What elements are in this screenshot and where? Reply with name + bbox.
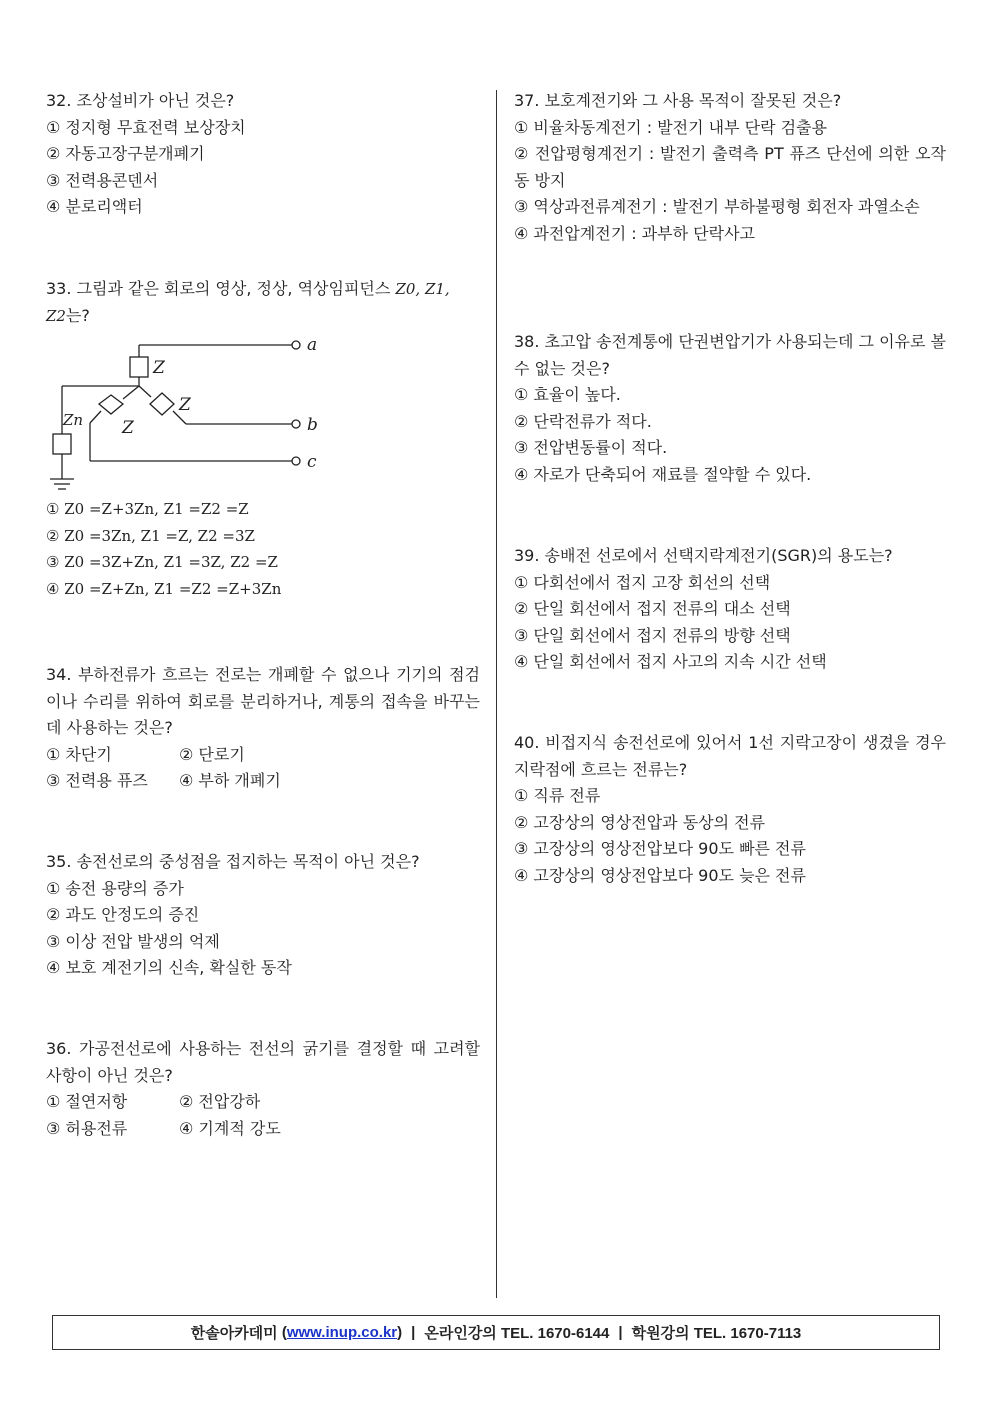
question-stem: 34. 부하전류가 흐르는 전로는 개폐할 수 없으나 기기의 점검이나 수리를 위하여 회로를 분리하거나, 계통의 접속을 바꾸는데 사용하는 것은?: [46, 665, 480, 738]
question-34: [46, 662, 480, 795]
option-2: ② Z0 =3Zn, Z1 =Z, Z2 =3Z: [46, 526, 255, 545]
column-divider: [496, 90, 497, 1298]
option-3: ③ Z0 =3Z+Zn, Z1 =3Z, Z2 =Z: [46, 553, 278, 572]
option-4: ④ 보호 계전기의 신속, 확실한 동작: [46, 958, 292, 978]
option-1: ① 송전 용량의 증가: [46, 878, 184, 898]
option-2: ② 단일 회선에서 접지 전류의 대소 선택: [514, 599, 791, 619]
option-3: ③ 이상 전압 발생의 억제: [46, 931, 220, 951]
question-37: [514, 88, 946, 248]
online-phone: 온라인강의 TEL. 1670-6144: [424, 1325, 610, 1342]
option-2: ② 전압평형계전기 : 발전기 출력측 PT 퓨즈 단선에 의한 오작동 방지: [514, 144, 946, 190]
stem-variable-z2: Z2: [46, 306, 66, 325]
impedance-zn-label: Zn: [63, 411, 84, 430]
impedance-z-label: Z: [179, 395, 191, 416]
question-stem: 36. 가공전선로에 사용하는 전선의 굵기를 결정할 때 고려할 사항이 아닌 것은?: [46, 1039, 480, 1085]
option-4: ④ Z0 =Z+Zn, Z1 =Z2 =Z+3Zn: [46, 579, 282, 598]
option-row: [46, 1116, 480, 1143]
question-stem: 38. 초고압 송전계통에 단권변압기가 사용되는데 그 이유로 볼 수 없는 것은?: [514, 332, 946, 378]
website-link[interactable]: www.inup.co.kr: [286, 1324, 398, 1341]
option-3: ③ 전압변동률이 적다.: [514, 438, 668, 458]
question-36: [46, 1036, 480, 1142]
option-2: ② 과도 안정도의 증진: [46, 905, 200, 925]
option-4: ④ 과전압계전기 : 과부하 단락사고: [514, 223, 756, 243]
question-39: [514, 543, 946, 676]
question-stem: 37. 보호계전기와 그 사용 목적이 잘못된 것은?: [514, 91, 842, 110]
impedance-z-label: Z: [153, 358, 165, 379]
question-stem: 40. 비접지식 송전선로에 있어서 1선 지락고장이 생겼을 경우 지락점에 흐르는 전류는?: [514, 733, 946, 779]
terminal-a-label: a: [307, 335, 318, 356]
option-1: ① 절연저항: [46, 1092, 128, 1112]
option-row: [46, 1089, 480, 1116]
option-3: ③ 전력용 퓨즈: [46, 771, 148, 791]
separator: |: [618, 1324, 623, 1341]
question-stem: 32. 조상설비가 아닌 것은?: [46, 91, 235, 110]
option-3: ③ 단일 회선에서 접지 전류의 방향 선택: [514, 625, 791, 645]
option-3: ③ 전력용콘덴서: [46, 170, 159, 190]
terminal-c-label: c: [307, 452, 317, 473]
option-1: ① 차단기: [46, 744, 112, 764]
question-stem: 39. 송배전 선로에서 선택지락계전기(SGR)의 용도는?: [514, 546, 893, 565]
question-33: [46, 276, 480, 603]
option-1: ① 다회선에서 접지 고장 회선의 선택: [514, 572, 771, 592]
option-1: ① 정지형 무효전력 보상장치: [46, 117, 246, 137]
footer-bar: [52, 1315, 940, 1350]
option-row: [46, 768, 480, 795]
terminal-b-label: b: [307, 415, 318, 436]
option-4: ④ 기계적 강도: [179, 1118, 281, 1138]
option-4: ④ 고장상의 영상전압보다 90도 늦은 전류: [514, 865, 806, 885]
option-1: ① 비율차동계전기 : 발전기 내부 단락 검출용: [514, 117, 828, 137]
academy-name: 한솔아카데미: [190, 1325, 278, 1342]
question-32: [46, 88, 480, 221]
question-38: [514, 329, 946, 489]
option-3: ③ 고장상의 영상전압보다 90도 빠른 전류: [514, 839, 806, 859]
question-40: [514, 730, 946, 890]
stem-suffix: 는?: [65, 305, 90, 325]
separator: |: [411, 1324, 416, 1341]
option-row: [46, 742, 480, 769]
question-stem: [46, 276, 480, 329]
question-stem: 35. 송전선로의 중성점을 접지하는 목적이 아닌 것은?: [46, 852, 420, 871]
option-1: ① 효율이 높다.: [514, 385, 621, 405]
option-1: ① Z0 =Z+3Zn, Z1 =Z2 =Z: [46, 500, 249, 519]
paren-close: ): [397, 1324, 403, 1341]
option-2: ② 단락전류가 적다.: [514, 411, 652, 431]
circuit-diagram: [46, 331, 346, 496]
option-2: ② 고장상의 영상전압과 동상의 전류: [514, 812, 766, 832]
stem-text: 33. 그림과 같은 회로의 영상, 정상, 역상임피던스: [46, 279, 391, 298]
option-3: ③ 역상과전류계전기 : 발전기 부하불평형 회전자 과열소손: [514, 197, 920, 217]
option-2: ② 자동고장구분개폐기: [46, 144, 205, 164]
offline-phone: 학원강의 TEL. 1670-7113: [631, 1325, 802, 1342]
stem-variables: Z0, Z1,: [395, 280, 450, 298]
option-2: ② 단로기: [179, 744, 245, 764]
impedance-z-label: Z: [122, 418, 134, 439]
circuit-diagram-svg: [46, 331, 346, 496]
paren-open: (: [277, 1324, 287, 1341]
option-4: ④ 자로가 단축되어 재료를 절약할 수 있다.: [514, 464, 812, 484]
option-4: ④ 분로리액터: [46, 197, 143, 217]
option-3: ③ 허용전류: [46, 1118, 128, 1138]
option-2: ② 전압강하: [179, 1092, 261, 1112]
option-4: ④ 단일 회선에서 접지 사고의 지속 시간 선택: [514, 652, 827, 672]
question-35: [46, 849, 480, 982]
option-4: ④ 부하 개폐기: [179, 771, 281, 791]
option-1: ① 직류 전류: [514, 786, 601, 806]
